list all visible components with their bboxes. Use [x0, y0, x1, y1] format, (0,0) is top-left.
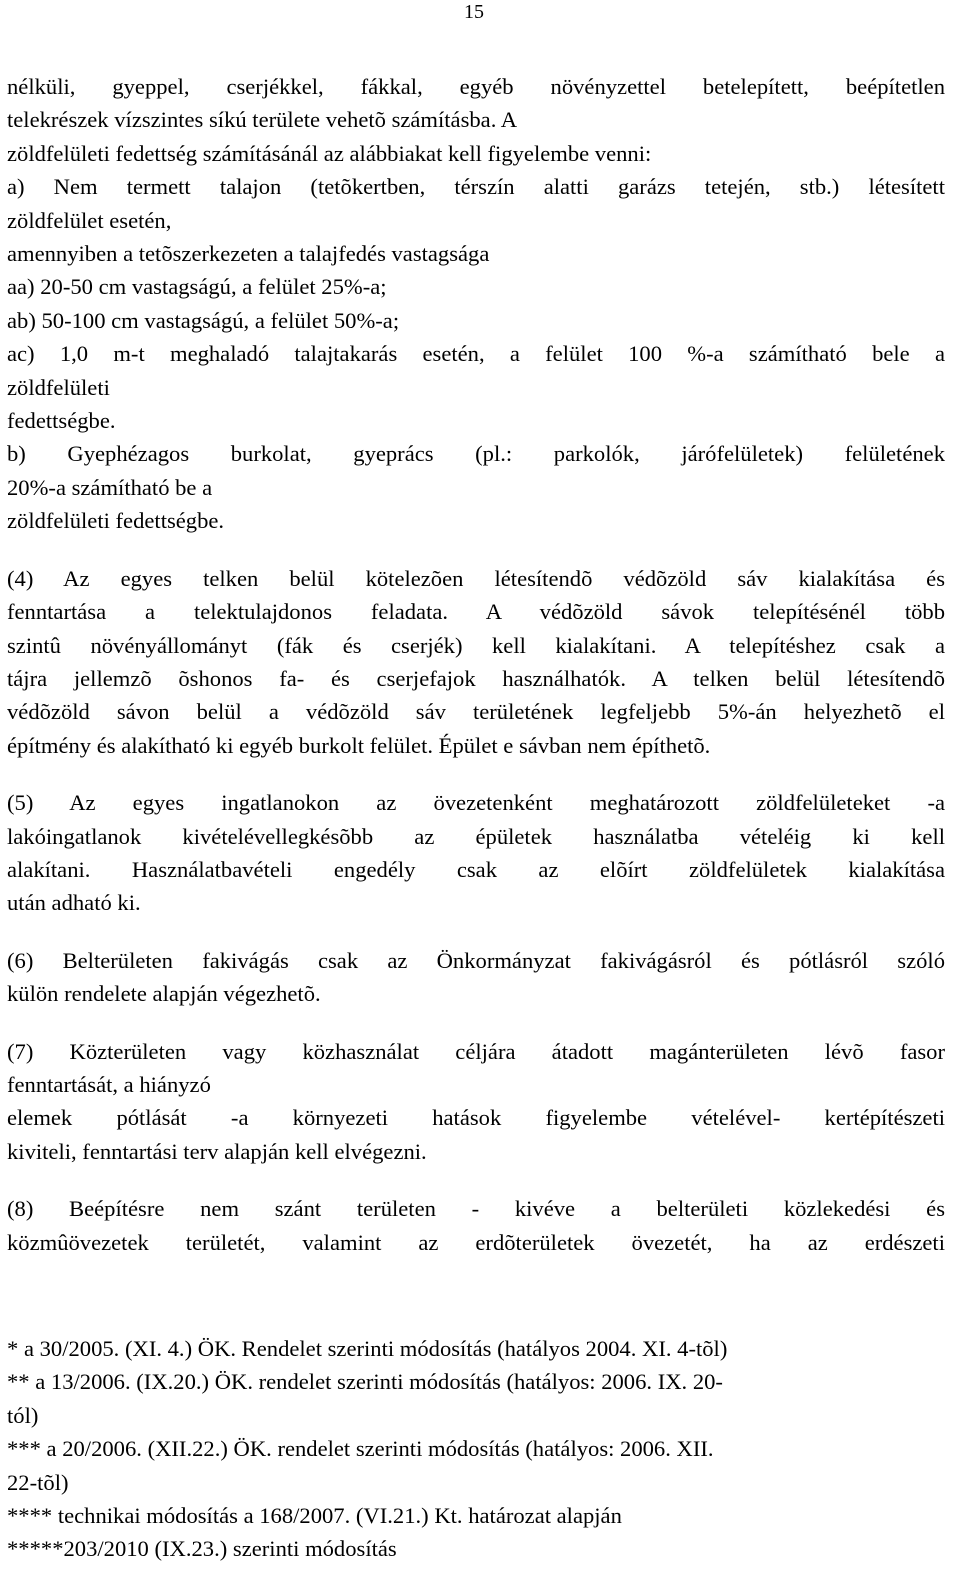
text-line: nélküli, gyeppel, cserjékkel, fákkal, egyéb növényzettel betelepített, beépítetlen — [7, 74, 945, 99]
paragraph-5 — [7, 786, 945, 920]
paragraph-4 — [7, 562, 945, 762]
text-line: ab) 50-100 cm vastagságú, a felület 50%-a; — [7, 307, 400, 333]
paragraph-spacer — [7, 1011, 945, 1035]
footnote-line: *** a 20/2006. (XII.22.) ÖK. rendelet szerinti módosítás (hatályos: 2006. XII. — [7, 1436, 714, 1462]
paragraph-6 — [7, 944, 945, 1011]
text-line: szintû növényállományt (fák és cserjék) kell kialakítani. A telepítéshez csak a — [7, 632, 945, 658]
text-line: lakóingatlanok kivételévellegkésõbb az épületek használatba vételéig ki kell — [7, 823, 945, 849]
document-body — [7, 70, 945, 1259]
footnote-line: 22-tõl) — [7, 1469, 69, 1495]
footnote-line: * a 30/2005. (XI. 4.) ÖK. Rendelet szerinti módosítás (hatályos 2004. XI. 4-tõl) — [7, 1336, 728, 1361]
footnotes — [7, 1332, 945, 1566]
text-line: aa) 20-50 cm vastagságú, a felület 25%-a; — [7, 274, 387, 300]
text-line: (8) Beépítésre nem szánt területen - kivéve a belterületi közlekedési és — [7, 1196, 945, 1222]
text-line: zöldfelületi fedettségbe. — [7, 508, 225, 534]
text-line: zöldfelületi — [7, 374, 110, 400]
footnote-line: ** a 13/2006. (IX.20.) ÖK. rendelet szerinti módosítás (hatályos: 2006. IX. 20- — [7, 1369, 723, 1395]
text-line: zöldfelület esetén, — [7, 207, 172, 233]
text-line: fedettségbe. — [7, 408, 116, 434]
page-number: 15 — [464, 1, 484, 23]
text-line: amennyiben a tetõszerkezeten a talajfedés vastagsága — [7, 241, 490, 267]
text-line: külön rendelete alapján végezhetõ. — [7, 981, 321, 1007]
paragraph-spacer — [7, 538, 945, 562]
paragraph-8 — [7, 1192, 945, 1259]
text-line: (4) Az egyes telken belül kötelezõen létesítendõ védõzöld sáv kialakítása és — [7, 565, 945, 591]
paragraph-spacer — [7, 920, 945, 944]
paragraph-7 — [7, 1035, 945, 1169]
footnote-line: *****203/2010 (IX.23.) szerinti módosítás — [7, 1536, 397, 1562]
footnote-line: tól) — [7, 1402, 39, 1428]
text-line: után adható ki. — [7, 890, 141, 916]
text-line: fenntartása a telektulajdonos feladata. A védõzöld sávok telepítésénél több — [7, 599, 945, 625]
text-line: fenntartását, a hiányzó — [7, 1071, 211, 1097]
text-line: a) Nem termett talajon (tetõkertben, térszín alatti garázs tetején, stb.) létesített — [7, 174, 945, 200]
footnote-line: **** technikai módosítás a 168/2007. (VI.21.) Kt. határozat alapján — [7, 1503, 622, 1529]
paragraph-spacer — [7, 762, 945, 786]
section-3-continuation — [7, 70, 945, 538]
paragraph-spacer — [7, 1168, 945, 1192]
text-line: zöldfelületi fedettség számításánál az alábbiakat kell figyelembe venni: — [7, 140, 652, 166]
text-line: elemek pótlását -a környezeti hatások figyelembe vételével- kertépítészeti — [7, 1105, 945, 1131]
text-line: (5) Az egyes ingatlanokon az övezetenként meghatározott zöldfelületeket -a — [7, 790, 945, 816]
text-line: kiviteli, fenntartási terv alapján kell elvégezni. — [7, 1138, 427, 1164]
text-line: ac) 1,0 m-t meghaladó talajtakarás esetén, a felület 100 %-a számítható bele a — [7, 341, 945, 367]
text-line: tájra jellemzõ õshonos fa- és cserjefajok használhatók. A telken belül létesítendõ — [7, 665, 945, 691]
text-line: védõzöld sávon belül a védõzöld sáv területének legfeljebb 5%-án helyezhetõ el — [7, 699, 945, 725]
text-line: telekrészek vízszintes síkú területe vehetõ számításba. A — [7, 107, 518, 133]
text-line: 20%-a számítható be a — [7, 474, 213, 500]
text-line: közmûövezetek területét, valamint az erdõterületek övezetét, ha az erdészeti — [7, 1229, 945, 1255]
text-line: b) Gyephézagos burkolat, gyeprács (pl.: parkolók, járófelületek) felületének — [7, 441, 945, 467]
text-line: (7) Közterületen vagy közhasználat céljára átadott magánterületen lévõ fasor — [7, 1038, 945, 1064]
text-line: alakítani. Használatbavételi engedély csak az elõírt zöldfelületek kialakítása — [7, 856, 945, 882]
text-line: építmény és alakítható ki egyéb burkolt felület. Épület e sávban nem építhetõ. — [7, 732, 711, 758]
text-line: (6) Belterületen fakivágás csak az Önkormányzat fakivágásról és pótlásról szóló — [7, 947, 945, 973]
